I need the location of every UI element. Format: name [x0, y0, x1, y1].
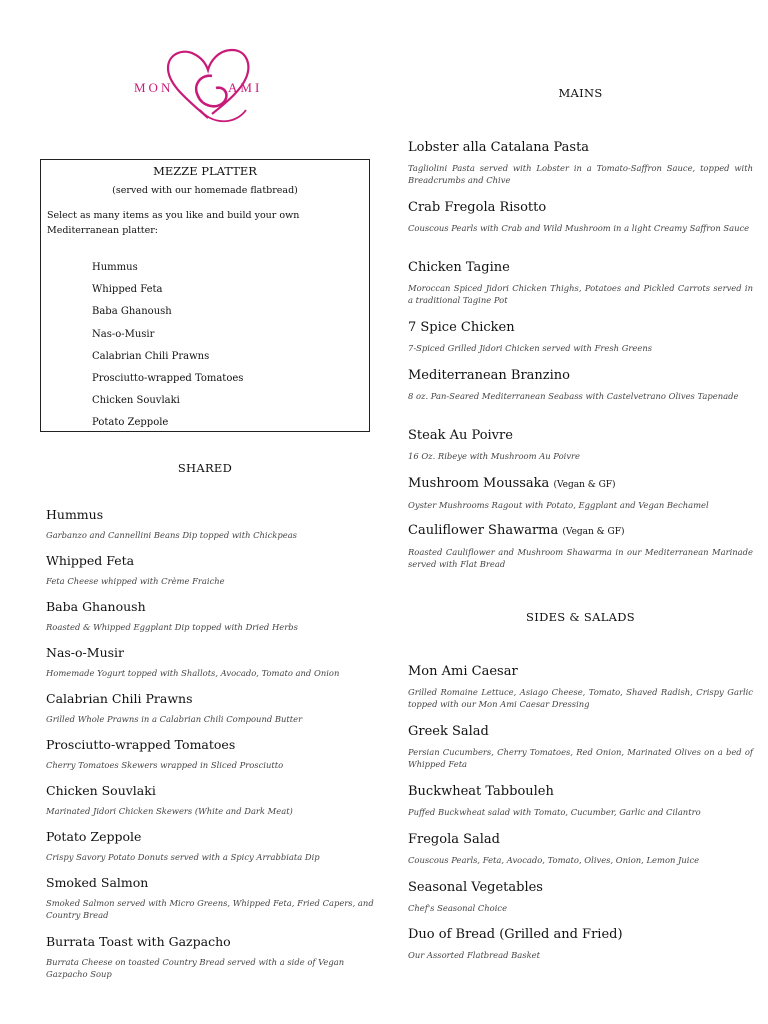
shared-item [46, 783, 391, 817]
mezze-item: Whipped Feta [92, 284, 163, 296]
item-description: 8 oz. Pan-Seared Mediterranean Seabass with Castelvetrano Olives Tapenade [408, 391, 739, 401]
shared-item [46, 507, 391, 541]
item-description: Cherry Tomatoes Skewers wrapped in Sliced Prosciutto [46, 760, 284, 770]
main-item [408, 428, 753, 462]
main-item [408, 140, 753, 186]
shared-item [46, 875, 376, 921]
item-name: Crab Fregola Risotto [408, 200, 547, 215]
item-name: Chicken Tagine [408, 260, 510, 275]
shared-heading: SHARED [177, 461, 233, 475]
mezze-intro: Select as many items as you like and build your own Mediterranean platter: [47, 210, 300, 236]
logo-word-mon: MON [134, 80, 174, 95]
item-name: Potato Zeppole [46, 829, 142, 844]
item-description: Roasted Cauliflower and Mushroom Shawarma in our Mediterranean Marinade served with Flat Bread [408, 547, 753, 569]
item-name: Steak Au Poivre [408, 428, 513, 443]
shared-item [46, 645, 391, 679]
item-description: Homemade Yogurt topped with Shallots, Avocado, Tomato and Onion [46, 668, 340, 678]
item-name: Baba Ghanoush [46, 599, 146, 614]
main-item [408, 200, 753, 234]
mezze-item: Nas-o-Musir [92, 328, 155, 340]
item-description: Moroccan Spiced Jidori Chicken Thighs, Potatoes and Pickled Carrots served in a traditional Tagine Pot [408, 283, 753, 305]
side-item [408, 664, 753, 710]
item-description: Crispy Savory Potato Donuts served with a Spicy Arrabbiata Dip [46, 852, 320, 862]
shared-item [46, 934, 376, 980]
item-name: Buckwheat Tabbouleh [408, 784, 554, 799]
mezze-item: Prosciutto-wrapped Tomatoes [92, 372, 244, 384]
item-name: Mushroom Moussaka [408, 476, 550, 491]
item-name: Seasonal Vegetables [408, 880, 543, 895]
shared-item [46, 553, 391, 587]
item-name-line [408, 523, 753, 540]
dietary-tag: (Vegan & GF) [562, 527, 625, 537]
mezze-item: Potato Zeppole [92, 417, 169, 429]
item-name: Chicken Souvlaki [46, 783, 156, 798]
item-description: Marinated Jidori Chicken Skewers (White and Dark Meat) [46, 806, 293, 816]
item-name: Smoked Salmon [46, 875, 149, 890]
side-item [408, 927, 753, 961]
item-description: Roasted & Whipped Eggplant Dip topped with Dried Herbs [46, 622, 298, 632]
dietary-tag: (Vegan & GF) [553, 480, 616, 490]
item-description: Oyster Mushrooms Ragout with Potato, Eggplant and Vegan Bechamel [408, 500, 709, 510]
item-name: Mediterranean Branzino [408, 368, 570, 383]
item-name: Burrata Toast with Gazpacho [46, 934, 231, 949]
main-item [408, 368, 753, 402]
sides-heading: SIDES & SALADS [526, 610, 635, 624]
side-item [408, 784, 753, 818]
item-description: Grilled Whole Prawns in a Calabrian Chili Compound Butter [46, 714, 303, 724]
logo-word-ami: AMI [228, 80, 263, 95]
item-description: 7-Spiced Grilled Jidori Chicken served with Fresh Greens [408, 343, 653, 353]
mezze-item: Calabrian Chili Prawns [92, 350, 210, 362]
side-item [408, 724, 753, 770]
item-description: Grilled Romaine Lettuce, Asiago Cheese, Tomato, Shaved Radish, Crispy Garlic topped with our Mon Ami Caesar Dressing [408, 687, 753, 709]
item-name: Nas-o-Musir [46, 645, 125, 660]
item-name: Duo of Bread (Grilled and Fried) [408, 927, 623, 942]
mezze-item: Hummus [92, 262, 138, 273]
shared-item [46, 691, 391, 725]
main-item [408, 476, 753, 511]
item-name: Fregola Salad [408, 832, 501, 847]
item-description: Garbanzo and Cannellini Beans Dip topped with Chickpeas [46, 530, 297, 540]
item-description: Couscous Pearls, Feta, Avocado, Tomato, Olives, Onion, Lemon Juice [408, 855, 700, 865]
item-description: Our Assorted Flatbread Basket [408, 950, 540, 960]
item-description: Smoked Salmon served with Micro Greens, Whipped Feta, Fried Capers, and Country Bread [46, 898, 374, 920]
main-item [408, 320, 753, 354]
mezze-item: Chicken Souvlaki [92, 395, 180, 407]
item-name: Calabrian Chili Prawns [46, 691, 193, 706]
main-item [408, 523, 753, 570]
mon-ami-logo [128, 40, 288, 130]
shared-item [46, 829, 391, 863]
item-name: Hummus [46, 507, 104, 522]
shared-item [46, 737, 391, 771]
item-description: Couscous Pearls with Crab and Wild Mushroom in a light Creamy Saffron Sauce [408, 223, 750, 233]
mezze-item-list [92, 260, 243, 438]
item-description: Tagliolini Pasta served with Lobster in a Tomato-Saffron Sauce, topped with Breadcrumbs and Chive [408, 163, 753, 185]
main-item [408, 260, 753, 306]
mezze-subtitle: (served with our homemade flatbread) [112, 185, 298, 196]
item-name: Mon Ami Caesar [408, 664, 518, 679]
item-name: Prosciutto-wrapped Tomatoes [46, 737, 236, 752]
item-description: Puffed Buckwheat salad with Tomato, Cucumber, Garlic and Cilantro [408, 807, 701, 817]
item-description: Burrata Cheese on toasted Country Bread served with a side of Vegan Gazpacho Soup [46, 957, 345, 979]
item-name: 7 Spice Chicken [408, 320, 515, 335]
shared-item [46, 599, 391, 633]
item-name: Cauliflower Shawarma [408, 523, 559, 538]
item-description: Persian Cucumbers, Cherry Tomatoes, Red Onion, Marinated Olives on a bed of Whipped Feta [408, 747, 753, 769]
item-name: Lobster alla Catalana Pasta [408, 140, 590, 155]
item-name: Greek Salad [408, 724, 489, 739]
mezze-platter-box [40, 159, 370, 432]
item-description: Chef's Seasonal Choice [408, 903, 508, 913]
mezze-title: MEZZE PLATTER [153, 164, 257, 178]
side-item [408, 832, 753, 866]
side-item [408, 880, 753, 914]
item-name-line [408, 476, 753, 493]
item-name: Whipped Feta [46, 553, 135, 568]
mezze-item: Baba Ghanoush [92, 306, 172, 318]
item-description: Feta Cheese whipped with Crème Fraiche [46, 576, 225, 586]
mains-heading: MAINS [558, 86, 603, 100]
item-description: 16 Oz. Ribeye with Mushroom Au Poivre [408, 451, 581, 461]
